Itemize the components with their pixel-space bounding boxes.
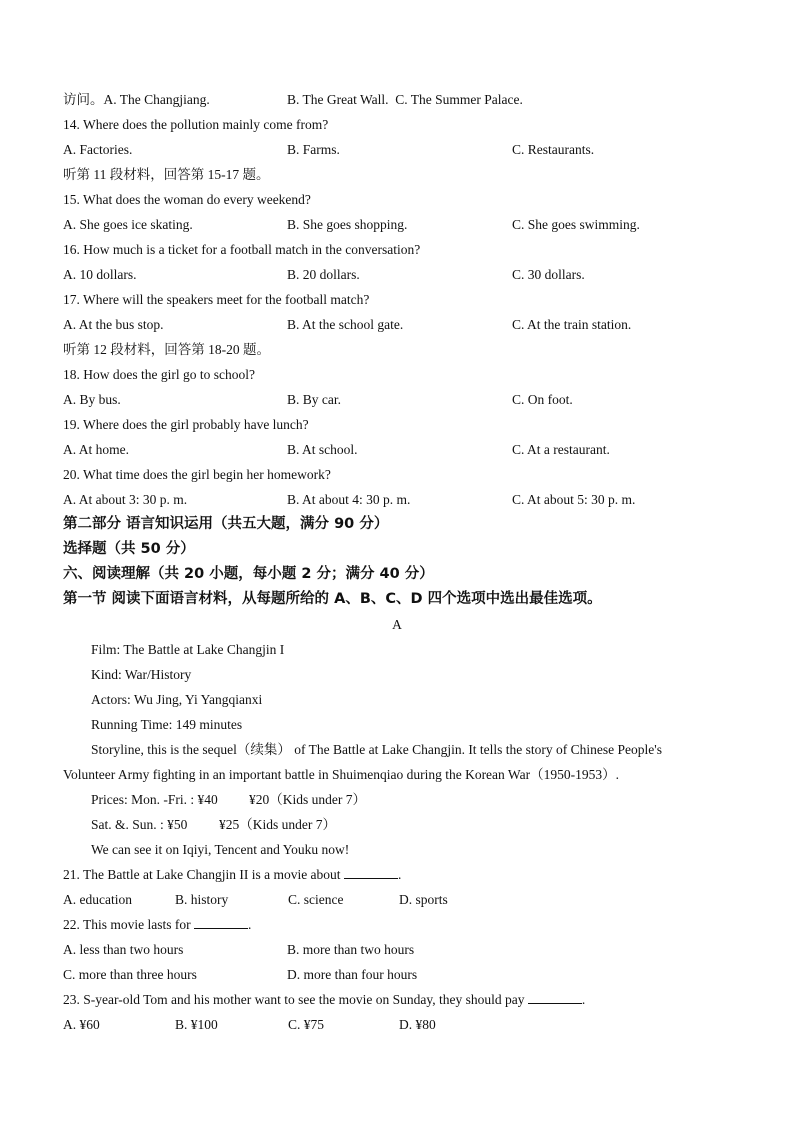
kind-line: Kind: War/History: [91, 667, 192, 682]
q14-option-b: B. Farms.: [287, 142, 340, 157]
q22-option-d: D. more than four hours: [287, 967, 418, 982]
q14-option-c: C. Restaurants.: [512, 142, 595, 157]
answer-blank: [528, 989, 582, 1004]
q18-option-a: A. By bus.: [63, 392, 121, 407]
q22-option-c: C. more than three hours: [63, 967, 197, 982]
weekend-adult-price: Sat. &. Sun. : ¥50: [91, 817, 188, 832]
answer-blank: [344, 864, 398, 879]
weekday-kids-price: ¥20（Kids under 7）: [249, 792, 366, 807]
answer-blank: [194, 914, 248, 929]
q19-option-b: B. At school.: [287, 442, 358, 457]
q23-options: [63, 1012, 754, 1037]
q23-option-b: B. ¥100: [175, 1017, 218, 1032]
q16-stem: 16. How much is a ticket for a football match in the conversation?: [63, 242, 421, 257]
q18-stem: 18. How does the girl go to school?: [63, 367, 255, 382]
q20-option-a: A. At about 3: 30 p. m.: [63, 492, 188, 507]
section-one-heading: 第一节 阅读下面语言材料，从每题所给的 A、B、C、D 四个选项中选出最佳选项。: [63, 591, 602, 607]
q21-options: [63, 887, 754, 912]
watch-line: We can see it on Iqiyi, Tencent and Youku now!: [91, 842, 350, 857]
q18-option-b: B. By car.: [287, 392, 341, 407]
q15-option-a: A. She goes ice skating.: [63, 217, 193, 232]
reading-heading: 六、阅读理解（共 20 小题，每小题 2 分；满分 40 分）: [63, 566, 434, 582]
q22-option-a: A. less than two hours: [63, 942, 184, 957]
running-time-line: Running Time: 149 minutes: [91, 717, 243, 732]
storyline-line-1: Storyline, this is the sequel（续集） of The Battle at Lake Changjin. It tells the story of Chinese People's: [91, 742, 662, 757]
q14-option-a: A. Factories.: [63, 142, 133, 157]
q18-option-c: C. On foot.: [512, 392, 573, 407]
q22-stem: 22. This movie lasts for .: [63, 912, 754, 937]
passage-label: A: [392, 617, 402, 632]
q19-option-a: A. At home.: [63, 442, 129, 457]
q17-stem: 17. Where will the speakers meet for the football match?: [63, 292, 370, 307]
q15-stem: 15. What does the woman do every weekend?: [63, 192, 311, 207]
q20-options: [63, 487, 754, 512]
q23-option-a: A. ¥60: [63, 1017, 100, 1032]
q20-option-b: B. At about 4: 30 p. m.: [287, 492, 411, 507]
q15-option-b: B. She goes shopping.: [287, 217, 408, 232]
q22-options-row-2: [63, 962, 754, 987]
q21-option-b: B. history: [175, 892, 229, 907]
q13-option-b-c: B. The Great Wall. C. The Summer Palace.: [287, 92, 523, 107]
q16-option-c: C. 30 dollars.: [512, 267, 585, 282]
q17-options: [63, 312, 754, 337]
q21-stem: 21. The Battle at Lake Changjin II is a movie about .: [63, 862, 754, 887]
actors-line: Actors: Wu Jing, Yi Yangqianxi: [91, 692, 263, 707]
passage-12-instruction: 听第 12 段材料，回答第 18-20 题。: [63, 342, 270, 357]
q23-stem: 23. S-year-old Tom and his mother want to see the movie on Sunday, they should pay .: [63, 987, 754, 1012]
q14-stem: 14. Where does the pollution mainly come from?: [63, 117, 329, 132]
weekday-adult-price: Prices: Mon. -Fri. : ¥40: [91, 792, 218, 807]
storyline-line-2: Volunteer Army fighting in an important battle in Shuimenqiao during the Korean War（1950-1953）.: [63, 767, 619, 782]
weekend-prices: [91, 812, 754, 837]
q13-options: [63, 87, 754, 112]
choice-heading: 选择题（共 50 分）: [63, 541, 195, 557]
q20-stem: 20. What time does the girl begin her homework?: [63, 467, 331, 482]
weekday-prices: [91, 787, 754, 812]
q22-options-row-1: [63, 937, 754, 962]
q15-option-c: C. She goes swimming.: [512, 217, 640, 232]
q22-option-b: B. more than two hours: [287, 942, 415, 957]
q19-options: [63, 437, 754, 462]
q14-options: [63, 137, 754, 162]
passage-11-instruction: 听第 11 段材料，回答第 15-17 题。: [63, 167, 270, 182]
q16-option-b: B. 20 dollars.: [287, 267, 360, 282]
q17-option-b: B. At the school gate.: [287, 317, 404, 332]
q15-options: [63, 212, 754, 237]
q16-options: [63, 262, 754, 287]
q17-option-a: A. At the bus stop.: [63, 317, 164, 332]
part-two-heading: 第二部分 语言知识运用（共五大题，满分 90 分）: [63, 516, 389, 532]
q19-option-c: C. At a restaurant.: [512, 442, 610, 457]
q21-option-a: A. education: [63, 892, 132, 907]
q13-option-a: 访问。A. The Changjiang.: [63, 92, 210, 107]
q23-option-c: C. ¥75: [288, 1017, 325, 1032]
q18-options: [63, 387, 754, 412]
film-line: Film: The Battle at Lake Changjin I: [91, 642, 285, 657]
q23-option-d: D. ¥80: [399, 1017, 436, 1032]
q17-option-c: C. At the train station.: [512, 317, 632, 332]
q21-option-c: C. science: [288, 892, 344, 907]
q19-stem: 19. Where does the girl probably have lunch?: [63, 417, 309, 432]
q16-option-a: A. 10 dollars.: [63, 267, 137, 282]
q21-option-d: D. sports: [399, 892, 448, 907]
weekend-kids-price: ¥25（Kids under 7）: [219, 817, 336, 832]
q20-option-c: C. At about 5: 30 p. m.: [512, 492, 636, 507]
